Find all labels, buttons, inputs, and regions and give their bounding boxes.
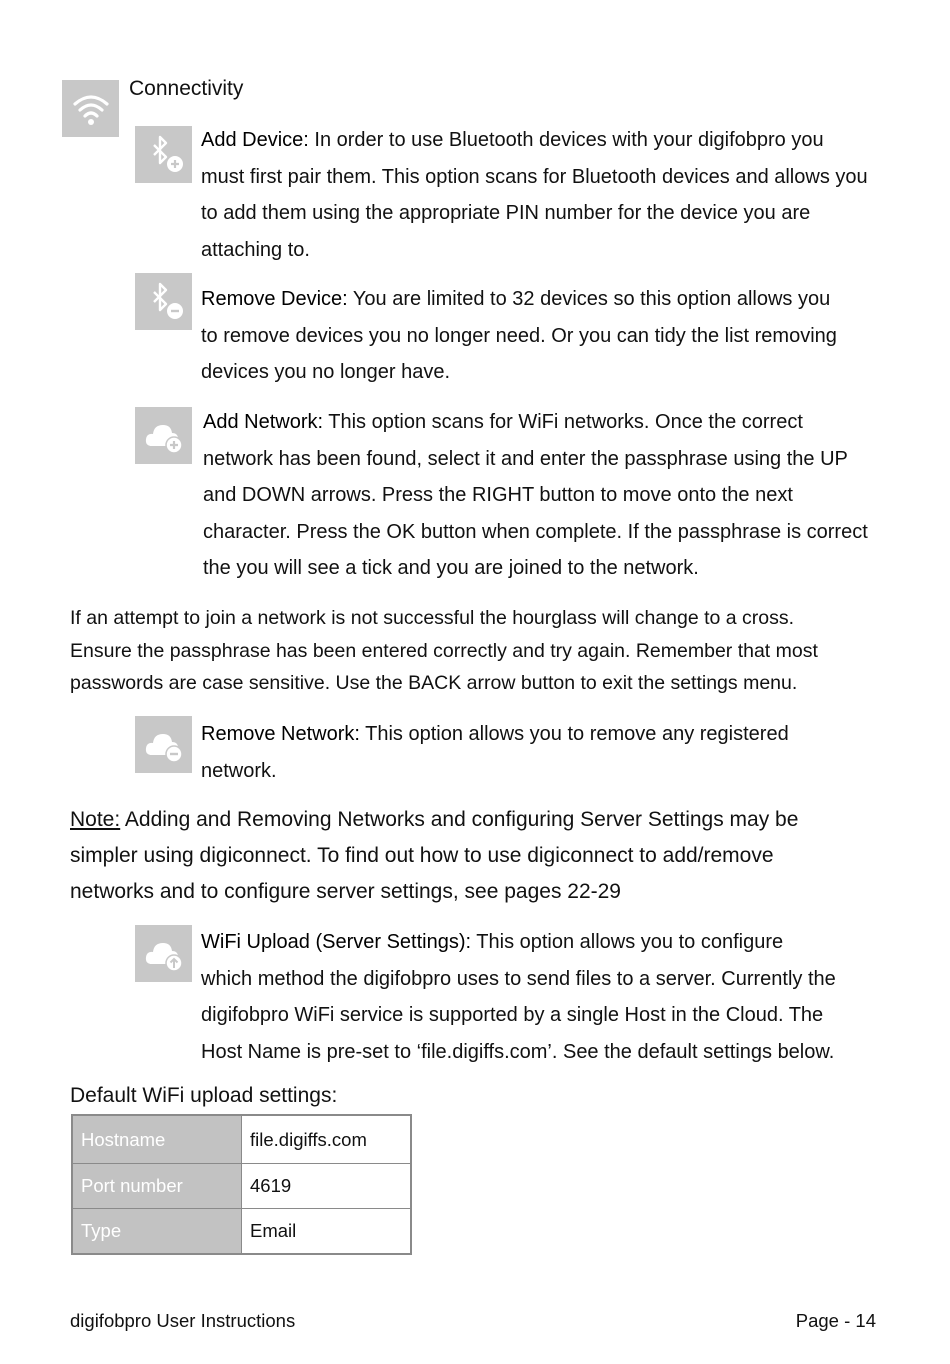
wifi-upload-term: WiFi Upload (Server Settings): <box>201 931 472 953</box>
wifi-upload-line: Host Name is pre-set to ‘file.digiffs.com’. See the default settings below. <box>201 1040 835 1063</box>
bluetooth-remove-icon <box>142 280 186 324</box>
add-network-icon-box <box>135 407 192 464</box>
remove-network-icon-box <box>135 716 192 773</box>
join-network-paragraph <box>70 602 870 700</box>
footer-title: digifobpro User Instructions <box>70 1310 296 1331</box>
add-device-entry <box>201 122 891 268</box>
page-number: Page - 14 <box>795 1310 876 1331</box>
wifi-icon <box>69 87 113 131</box>
setting-key: Hostname <box>72 1115 242 1164</box>
default-settings-table <box>71 1114 412 1255</box>
cloud-remove-icon <box>142 723 186 767</box>
section-title: Connectivity <box>129 77 244 100</box>
wifi-upload-line: This option allows you to configure <box>476 931 784 953</box>
add-network-term: Add Network: <box>203 411 324 433</box>
add-device-line: to add them using the appropriate PIN number for the device you are <box>201 202 811 224</box>
setting-key: Port number <box>72 1164 242 1209</box>
table-row <box>72 1164 411 1209</box>
remove-device-term: Remove Device: <box>201 288 348 310</box>
note-line: networks and to configure server settings, see pages 22-29 <box>70 880 621 903</box>
add-network-line: and DOWN arrows. Press the RIGHT button to move onto the next <box>203 484 793 506</box>
add-network-entry <box>203 404 893 587</box>
setting-value: file.digiffs.com <box>242 1115 412 1164</box>
remove-network-term: Remove Network: <box>201 723 360 745</box>
note-line: Adding and Removing Networks and configuring Server Settings may be <box>124 808 799 831</box>
bluetooth-add-icon <box>142 133 186 177</box>
remove-device-line: You are limited to 32 devices so this option allows you <box>352 288 831 310</box>
remove-network-line: network. <box>201 759 277 782</box>
remove-device-entry <box>201 281 891 391</box>
paragraph-line: passwords are case sensitive. Use the BACK arrow button to exit the settings menu. <box>70 672 798 694</box>
add-device-term: Add Device: <box>201 129 309 151</box>
add-device-line: attaching to. <box>201 238 310 261</box>
table-row <box>72 1209 411 1255</box>
table-row <box>72 1115 411 1164</box>
wifi-upload-line: which method the digifobpro uses to send files to a server. Currently the <box>201 967 836 990</box>
remove-network-entry <box>201 716 891 789</box>
add-device-line: In order to use Bluetooth devices with your digifobpro you <box>314 129 824 151</box>
remove-device-icon-box <box>135 273 192 330</box>
wifi-upload-entry <box>201 924 891 1070</box>
note-label: Note: <box>70 808 121 831</box>
add-network-line: network has been found, select it and enter the passphrase using the UP <box>203 447 848 470</box>
setting-value: Email <box>242 1209 412 1255</box>
paragraph-line: Ensure the passphrase has been entered correctly and try again. Remember that most <box>70 639 818 662</box>
add-network-line: character. Press the OK button when complete. If the passphrase is correct <box>203 520 868 543</box>
setting-value: 4619 <box>242 1164 412 1209</box>
add-device-icon-box <box>135 126 192 183</box>
remove-device-line: devices you no longer have. <box>201 361 451 383</box>
remove-device-line: to remove devices you no longer need. Or you can tidy the list removing <box>201 324 837 347</box>
cloud-upload-icon <box>142 932 186 976</box>
note-paragraph <box>70 802 870 910</box>
setting-key: Type <box>72 1209 242 1255</box>
paragraph-line: If an attempt to join a network is not successful the hourglass will change to a cross. <box>70 607 795 629</box>
note-line: simpler using digiconnect. To find out how to use digiconnect to add/remove <box>70 844 774 867</box>
wifi-upload-line: digifobpro WiFi service is supported by a single Host in the Cloud. The <box>201 1004 824 1026</box>
default-settings-heading: Default WiFi upload settings: <box>70 1084 338 1107</box>
cloud-add-icon <box>142 414 186 458</box>
add-network-line: This option scans for WiFi networks. Once the correct <box>328 411 803 433</box>
remove-network-line: This option allows you to remove any registered <box>365 723 789 745</box>
connectivity-icon-box <box>62 80 119 137</box>
add-device-line: must first pair them. This option scans for Bluetooth devices and allows you <box>201 165 868 188</box>
add-network-line: the you will see a tick and you are joined to the network. <box>203 557 699 579</box>
wifi-upload-icon-box <box>135 925 192 982</box>
